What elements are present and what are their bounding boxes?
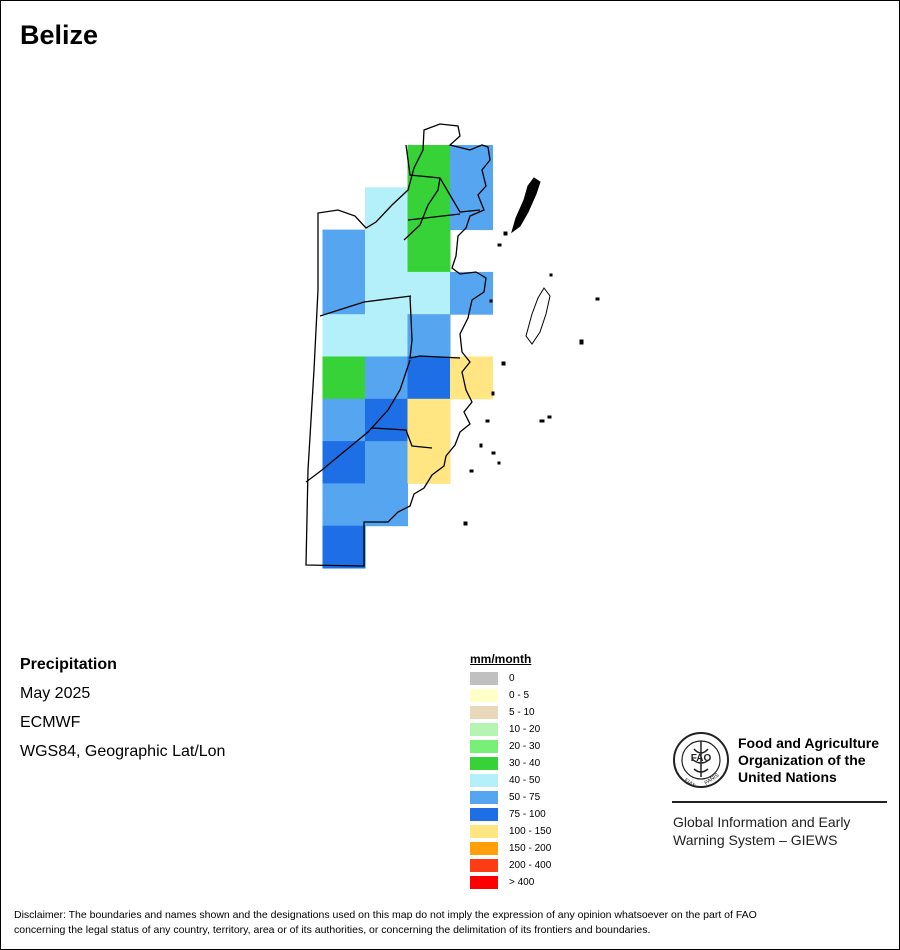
- caye-7: [502, 362, 505, 365]
- legend-label: 0 - 5: [509, 690, 530, 701]
- legend-item: [470, 687, 551, 704]
- system-name-line-1: Global Information and Early: [673, 814, 851, 830]
- legend-label: 20 - 30: [509, 741, 541, 752]
- grid-cell: [365, 483, 408, 526]
- legend-item: [470, 789, 551, 806]
- grid-cell: [365, 314, 408, 357]
- legend-item: [470, 755, 551, 772]
- grid-cell: [323, 526, 366, 569]
- map-info: [20, 656, 225, 772]
- legend-label: 75 - 100: [509, 809, 546, 820]
- org-name-line-2: Organization of the: [738, 752, 866, 768]
- legend-item: [470, 704, 551, 721]
- caye-14: [498, 462, 500, 464]
- system-name: [673, 813, 850, 849]
- disclaimer: [14, 908, 884, 938]
- grid-cell: [408, 314, 451, 357]
- legend-title: mm/month: [470, 652, 532, 666]
- disclaimer-line-2: concerning the legal status of any country, territory, area or of its authorities, or concerning the delimitation of its frontiers and boundaries.: [14, 924, 651, 936]
- caye-2: [498, 244, 501, 246]
- period: May 2025: [20, 685, 91, 702]
- legend-swatch: [470, 808, 498, 821]
- caye-16: [464, 522, 467, 525]
- caye-4: [596, 298, 599, 300]
- disclaimer-line-1: Disclaimer: The boundaries and names shown and the designations used on this map do not imply the expression of any opinion whatsoever on the part of FAO: [14, 909, 757, 921]
- legend-swatch: [470, 740, 498, 753]
- map-title: Belize: [20, 20, 99, 50]
- legend-label: 40 - 50: [509, 775, 541, 786]
- legend-swatch: [470, 859, 498, 872]
- caye-9: [486, 420, 489, 422]
- legend-swatch: [470, 774, 498, 787]
- legend-label: 10 - 20: [509, 724, 541, 735]
- grid-cell: [365, 230, 408, 273]
- legend-label: 150 - 200: [509, 843, 552, 854]
- org-name-line-1: Food and Agriculture: [738, 735, 880, 751]
- legend-swatch: [470, 689, 498, 702]
- ambergris-caye: [512, 178, 540, 232]
- legend-item: [470, 874, 551, 891]
- turneffe-atoll: [526, 288, 550, 344]
- projection: WGS84, Geographic Lat/Lon: [20, 743, 226, 760]
- caye-10: [540, 420, 544, 422]
- grid-cell: [450, 187, 493, 230]
- legend-item: [470, 721, 551, 738]
- legend-item: [470, 840, 551, 857]
- caye-11: [548, 416, 551, 418]
- caye-15: [470, 470, 473, 472]
- data-source: ECMWF: [20, 714, 81, 731]
- grid-cell: [323, 357, 366, 400]
- legend-item: [470, 806, 551, 823]
- legend-swatch: [470, 672, 498, 685]
- legend-item: [470, 738, 551, 755]
- legend-label: 200 - 400: [509, 860, 552, 871]
- legend-label: 100 - 150: [509, 826, 552, 837]
- legend-swatch: [470, 842, 498, 855]
- grid-cell: [323, 230, 366, 273]
- grid-cell: [323, 399, 366, 442]
- grid-cell: [408, 187, 451, 230]
- grid-cell: [408, 357, 451, 400]
- grid-cell: [408, 272, 451, 315]
- legend-label: > 400: [509, 877, 535, 888]
- legend: [470, 652, 551, 891]
- legend-swatch: [470, 723, 498, 736]
- org-name-line-3: United Nations: [738, 769, 837, 785]
- grid-cell: [365, 187, 408, 230]
- grid-cell: [323, 441, 366, 484]
- caye-3: [490, 300, 492, 302]
- legend-label: 30 - 40: [509, 758, 541, 769]
- grid-cell: [408, 230, 451, 273]
- legend-swatch: [470, 757, 498, 770]
- legend-swatch: [470, 825, 498, 838]
- legend-item: [470, 670, 551, 687]
- legend-item: [470, 823, 551, 840]
- logo-letters: FAO: [690, 753, 712, 764]
- logo-ring-right: PANIS: [703, 772, 721, 787]
- caye-13: [492, 452, 495, 454]
- precipitation-grid: [323, 145, 494, 569]
- caye-1: [504, 232, 507, 235]
- org-divider: [672, 801, 887, 803]
- grid-cell: [323, 314, 366, 357]
- grid-cell: [408, 399, 451, 442]
- grid-cell: [365, 399, 408, 442]
- grid-cell: [365, 272, 408, 315]
- fao-logo: [672, 731, 730, 789]
- grid-cell: [408, 145, 451, 188]
- grid-cell: [450, 357, 493, 400]
- legend-swatch: [470, 706, 498, 719]
- legend-swatch: [470, 791, 498, 804]
- legend-label: 50 - 75: [509, 792, 541, 803]
- legend-items: [470, 670, 551, 891]
- legend-swatch: [470, 876, 498, 889]
- grid-cell: [450, 145, 493, 188]
- caye-5: [580, 340, 583, 344]
- caye-6: [550, 274, 552, 276]
- organization-name: [738, 735, 879, 786]
- caye-8: [492, 392, 494, 395]
- legend-item: [470, 772, 551, 789]
- variable-name: Precipitation: [20, 656, 117, 673]
- grid-cell: [323, 483, 366, 526]
- grid-cell: [365, 441, 408, 484]
- grid-cell: [365, 357, 408, 400]
- legend-item: [470, 857, 551, 874]
- legend-label: 0: [509, 673, 515, 684]
- system-name-line-2: Warning System – GIEWS: [673, 832, 838, 848]
- legend-label: 5 - 10: [509, 707, 535, 718]
- caye-12: [480, 444, 482, 447]
- logo-ring-left: FIAT: [682, 777, 696, 789]
